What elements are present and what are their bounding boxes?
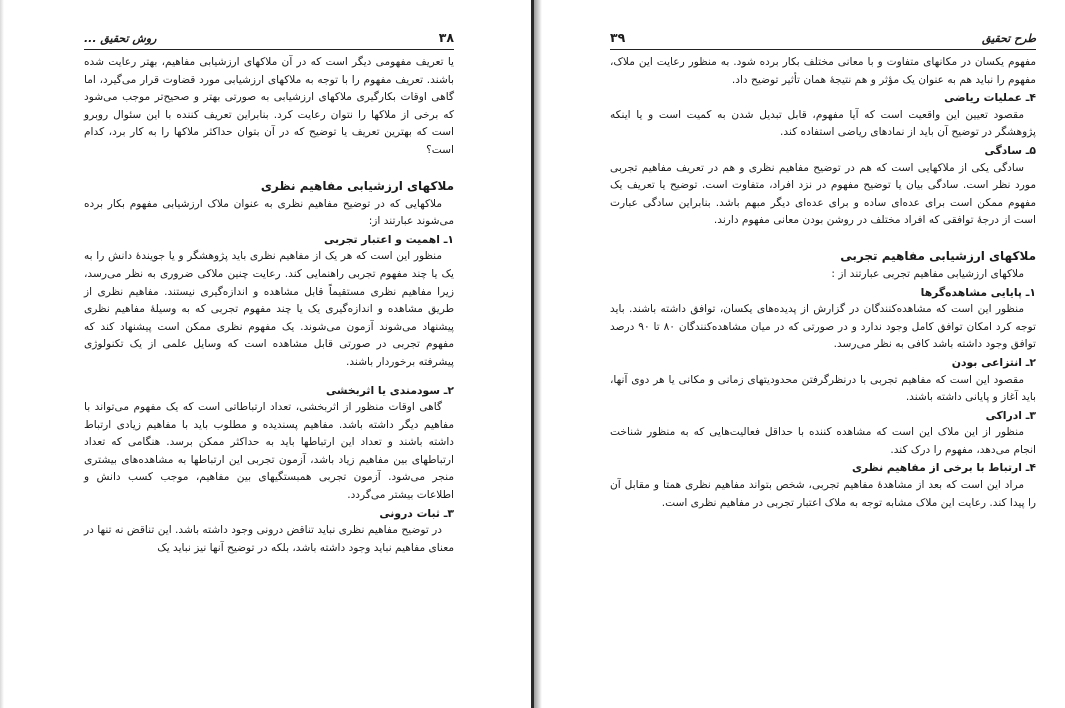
left-running-header <box>84 30 454 50</box>
left-item-heading: ۳ـ ثبات درونی <box>379 506 454 520</box>
right-item-heading: ۴ـ عملیات ریاضی <box>944 91 1036 105</box>
right-intro-paragraph: مفهوم یکسان در مکانهای متفاوت و با معانی مختلف بکار برده شود. به منظور رعایت این ملاک، مفهوم را نباید هم به عنوان یک مؤثر و هم نتیجهٔ همان تأثیر توضیح داد. <box>610 56 1036 86</box>
right-item-heading: ۳ـ ادراکی <box>985 408 1036 422</box>
left-item-text: منظور این است که هر یک از مفاهیم نظری باید پژوهشگر و یا جویندهٔ دانش را به یک یا چند مفهوم تجربی راهنمایی کند. رعایت چنین ملاکی ضروری به نظر می‌رسد، زیرا مفاهیم نظری مستقیماً قابل مشاهده و اندازه‌گیری نیستند. مفاهیم نظری از طریق مشاهده و اندازه‌گیری یک یا چند مفهوم تجربی که به وسیلهٔ مفاهیم نظری پیشنهاد می‌شوند آزمون می‌شوند. یک مفهوم نظری ممکن است پیشنهاد کند که مفهوم تجربی در صورتی قابل مشاهده است که وسایل علمی از یک تکنولوژی پیشرفته برخوردار باشند. <box>84 250 454 368</box>
right-section-heading: ملاکهای ارزشیابی مفاهیم تجربی <box>840 248 1036 263</box>
right-running-header <box>610 30 1036 50</box>
left-section-intro: ملاکهایی که در توضیح مفاهیم نظری به عنوان ملاک ارزشیابی مفهوم بکار برده می‌شوند عبارتند از: <box>84 197 454 228</box>
left-item-text: در توضیح مفاهیم نظری نباید تناقض درونی وجود داشته باشد. این تناقض نه تنها در معنای مفاهیم نباید وجود داشته باشد، بلکه در توضیح آنها نیز نباید یک <box>84 524 454 554</box>
left-page-edge <box>0 0 4 708</box>
left-page-number: ۳۸ <box>438 30 454 45</box>
right-item-text: منظور از این ملاک این است که مشاهده کننده با حداقل فعالیت‌هایی که به منظور شناخت انجام می‌دهد، مفهوم را درک کند. <box>610 426 1036 456</box>
right-item-text: منظور این است که مشاهده‌کنندگان در گزارش از پدیده‌های یکسان، توافق داشته باشند. باید توجه کرد امکان توافق کامل وجود ندارد و در صورتی که در میان مشاهده‌کنندگان ۸۰ تا ۹۰ درصد توافق وجود داشته باشد کافی به نظر می‌رسد. <box>610 303 1036 351</box>
left-item-heading: ۱ـ اهمیت و اعتبار تجربی <box>324 232 454 246</box>
right-page-number: ۳۹ <box>610 30 626 45</box>
right-item-heading: ۲ـ انتزاعی بودن <box>951 355 1036 369</box>
right-item-heading: ۱ـ پایایی مشاهده‌گرها <box>920 285 1036 299</box>
left-page <box>84 30 454 557</box>
right-running-title: طرح تحقیق <box>982 32 1036 45</box>
left-running-title: روش تحقیق ... <box>84 32 157 45</box>
right-item-text: سادگی یکی از ملاکهایی است که هم در توضیح مفاهیم نظری و هم در تعریف مفاهیم تجربی مورد نظر است. سادگی بیان یا توضیح مفهوم در نزد افراد، متفاوت است. توضیح یا تعریف یک مفهوم ممکن است برای عده‌ای ساده و برای عده‌ای دیگر مبهم باشد. بنابراین سادگی عبارت است از درجهٔ توافقی که افراد مختلف در روشن بودن معانی مفهوم دارند. <box>610 161 1036 227</box>
right-page <box>610 30 1036 512</box>
right-item-text: مراد این است که بعد از مشاهدهٔ مفاهیم تجربی، شخص بتواند مفاهیم نظری همتا و مقابل آن را پیدا کند. رعایت این ملاک مشابه توجه به ملاک اعتبار تجربی در مفاهیم نظری است. <box>610 479 1036 509</box>
left-item-text: گاهی اوقات منظور از اثربخشی، تعداد ارتباطاتی است که یک مفهوم می‌تواند با مفاهیم دیگر داشته باشد. مفاهیم پسندیده و مطلوب باید با مفاهیم زیادی ارتباط داشته باشند و تعداد این ارتباطها باید به حداکثر ممکن برسد. هنگامی که تعداد ارتباطهای بین مفاهیم زیاد باشد، آزمون تجربی این ارتباطها به مشاهده‌های بیشتری منجر می‌شود. آزمون تجربی همبستگیهای بین مفاهیم، موجب کسب دانش و اطلاعات بیشتر می‌گردد. <box>84 401 454 502</box>
left-intro-paragraph: یا تعریف مفهومی دیگر است که در آن ملاکهای ارزشیابی مفاهیم، بهتر رعایت شده باشند. تعریف مفهوم را با توجه به ملاکهای ارزشیابی مورد قضاوت قرار می‌گیرد، اما گاهی اوقات بکارگیری ملاکهای ارزشیابی به صورتی بهتر و صحیح‌تر موجب می‌شود که برخی از ملاکها را نتوان رعایت کرد. بنابراین تعریف کننده با این سئوال روبرو است که بهترین تعریف یا توضیح که در آن بتوان حداکثر ملاکها را به کار برد، کدام است؟ <box>84 56 454 156</box>
left-section-heading: ملاکهای ارزشیابی مفاهیم نظری <box>260 178 454 193</box>
left-item-heading: ۲ـ سودمندی یا اثربخشی <box>325 383 454 397</box>
right-section-intro: ملاکهای ارزشیابی مفاهیم تجربی عبارتند از : <box>831 267 1024 280</box>
right-item-text: مقصود تعیین این واقعیت است که آیا مفهوم، قابل تبدیل شدن به کمیت است و یا اینکه پژوهشگر در توضیح آن باید از نمادهای ریاضی استفاده کند. <box>610 108 1036 139</box>
right-item-heading: ۴ـ ارتباط با برخی از مفاهیم نظری <box>851 461 1036 475</box>
spine-shadow <box>534 0 542 708</box>
right-item-heading: ۵ـ سادگی <box>984 143 1036 157</box>
right-item-text: مقصود این است که مفاهیم تجربی با درنظرگرفتن محدودیتهای زمانی و مکانی یا هر دوی آنها، باید آغاز و پایانی داشته باشند. <box>610 373 1036 404</box>
